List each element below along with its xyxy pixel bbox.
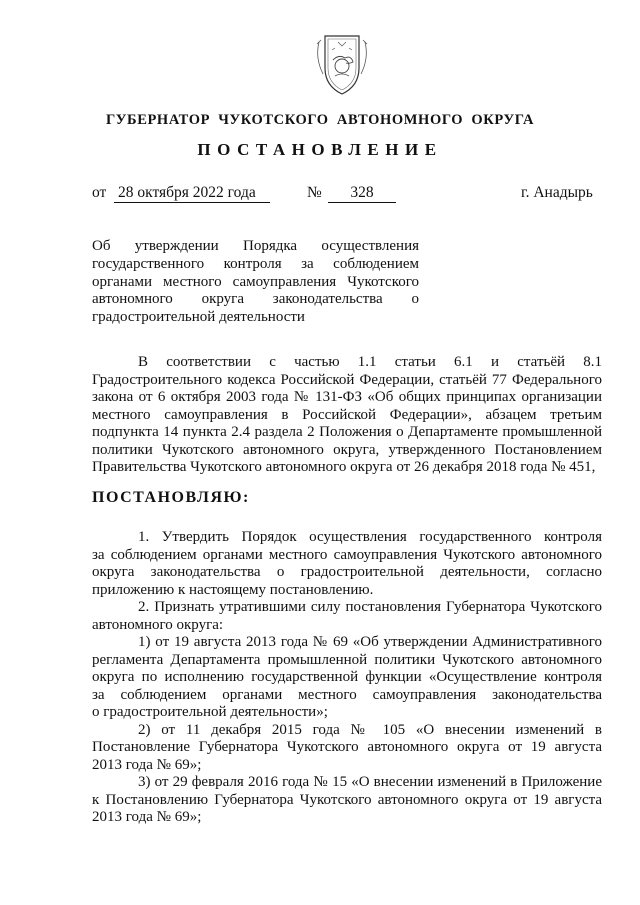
document-number: 328 (328, 184, 396, 203)
operative-part (92, 529, 602, 827)
date-field (114, 184, 270, 203)
item-line: автономного округа: (92, 616, 224, 633)
item-line: Постановление Губернатора Чукотского автономного округа от 19 августа (92, 739, 602, 755)
subitem-3 (92, 774, 602, 827)
document-subject (92, 238, 419, 327)
document-date: 28 октября 2022 года (114, 184, 270, 203)
item-line: округа по исполнению государственной функции «Осуществление контроля (92, 669, 602, 685)
preamble-line: Правительства Чукотского автономного округа от 26 декабря 2018 года № 451, (92, 459, 596, 475)
item-1 (92, 529, 602, 599)
item-line: округа законодательства о градостроительной деятельности, согласно (92, 564, 602, 580)
city: г. Анадырь (521, 184, 593, 201)
item-2 (92, 599, 602, 634)
item-line: 1) от 19 августа 2013 года № 69 «Об утверждении Административного (138, 634, 602, 650)
preamble (92, 354, 602, 477)
resolve-heading: ПОСТАНОВЛЯЮ: (92, 489, 250, 506)
preamble-line: подпункта 14 пункта 2.4 раздела 2 Положения о Департаменте промышленной (92, 424, 602, 440)
preamble-line: Градостроительного кодекса Российской Федерации, статьёй 77 Федерального (92, 371, 602, 388)
subject-line: государственного контроля за соблюдением (92, 255, 419, 272)
subject-line: автономного округа законодательства о (92, 291, 419, 308)
preamble-line: В соответствии с частью 1.1 статьи 6.1 и статьёй 8.1 (138, 354, 602, 370)
item-line: 2. Признать утратившими силу постановления Губернатора Чукотского (138, 599, 602, 615)
subject-line: органами местного самоуправления Чукотского (92, 273, 419, 290)
number-field (328, 184, 396, 203)
item-line: приложению к настоящему постановлению. (92, 581, 374, 598)
item-line: за соблюдением органами местного самоуправления законодательства (92, 686, 602, 703)
document-type-title: ПОСТАНОВЛЕНИЕ (197, 140, 443, 159)
from-label: от (92, 184, 107, 201)
coat-of-arms-emblem (305, 22, 379, 98)
subject-line: Об утверждении Порядка осуществления (92, 238, 419, 254)
item-line: 3) от 29 февраля 2016 года № 15 «О внесении изменений в Приложение (138, 774, 602, 790)
subitem-2 (92, 722, 602, 775)
item-line: 2) от 11 декабря 2015 года № 105 «О внесении изменений в (138, 721, 602, 738)
item-line: за соблюдением органами местного самоуправления Чукотского автономного (92, 546, 602, 563)
item-line: регламента Департамента промышленной политики Чукотского автономного (92, 651, 602, 668)
issuing-authority: ГУБЕРНАТОР ЧУКОТСКОГО АВТОНОМНОГО ОКРУГА (105, 112, 535, 128)
item-line: к Постановлению Губернатора Чукотского автономного округа от 19 августа (92, 791, 602, 808)
item-line: 2013 года № 69»; (92, 809, 202, 825)
preamble-line: местного самоуправления в Российской Федерации», абзацем третьим (92, 406, 602, 423)
number-label: № (307, 184, 322, 201)
item-line: 2013 года № 69»; (92, 756, 202, 773)
item-line: о градостроительной деятельности»; (92, 704, 328, 720)
preamble-line: закона от 6 октября 2003 года № 131-ФЗ «Об общих принципах организации (92, 389, 602, 405)
subject-line: градостроительной деятельности (92, 309, 305, 326)
preamble-line: политики Чукотского автономного округа, утвержденного Постановлением (92, 441, 602, 458)
subitem-1 (92, 634, 602, 722)
item-line: 1. Утвердить Порядок осуществления государственного контроля (138, 529, 602, 545)
